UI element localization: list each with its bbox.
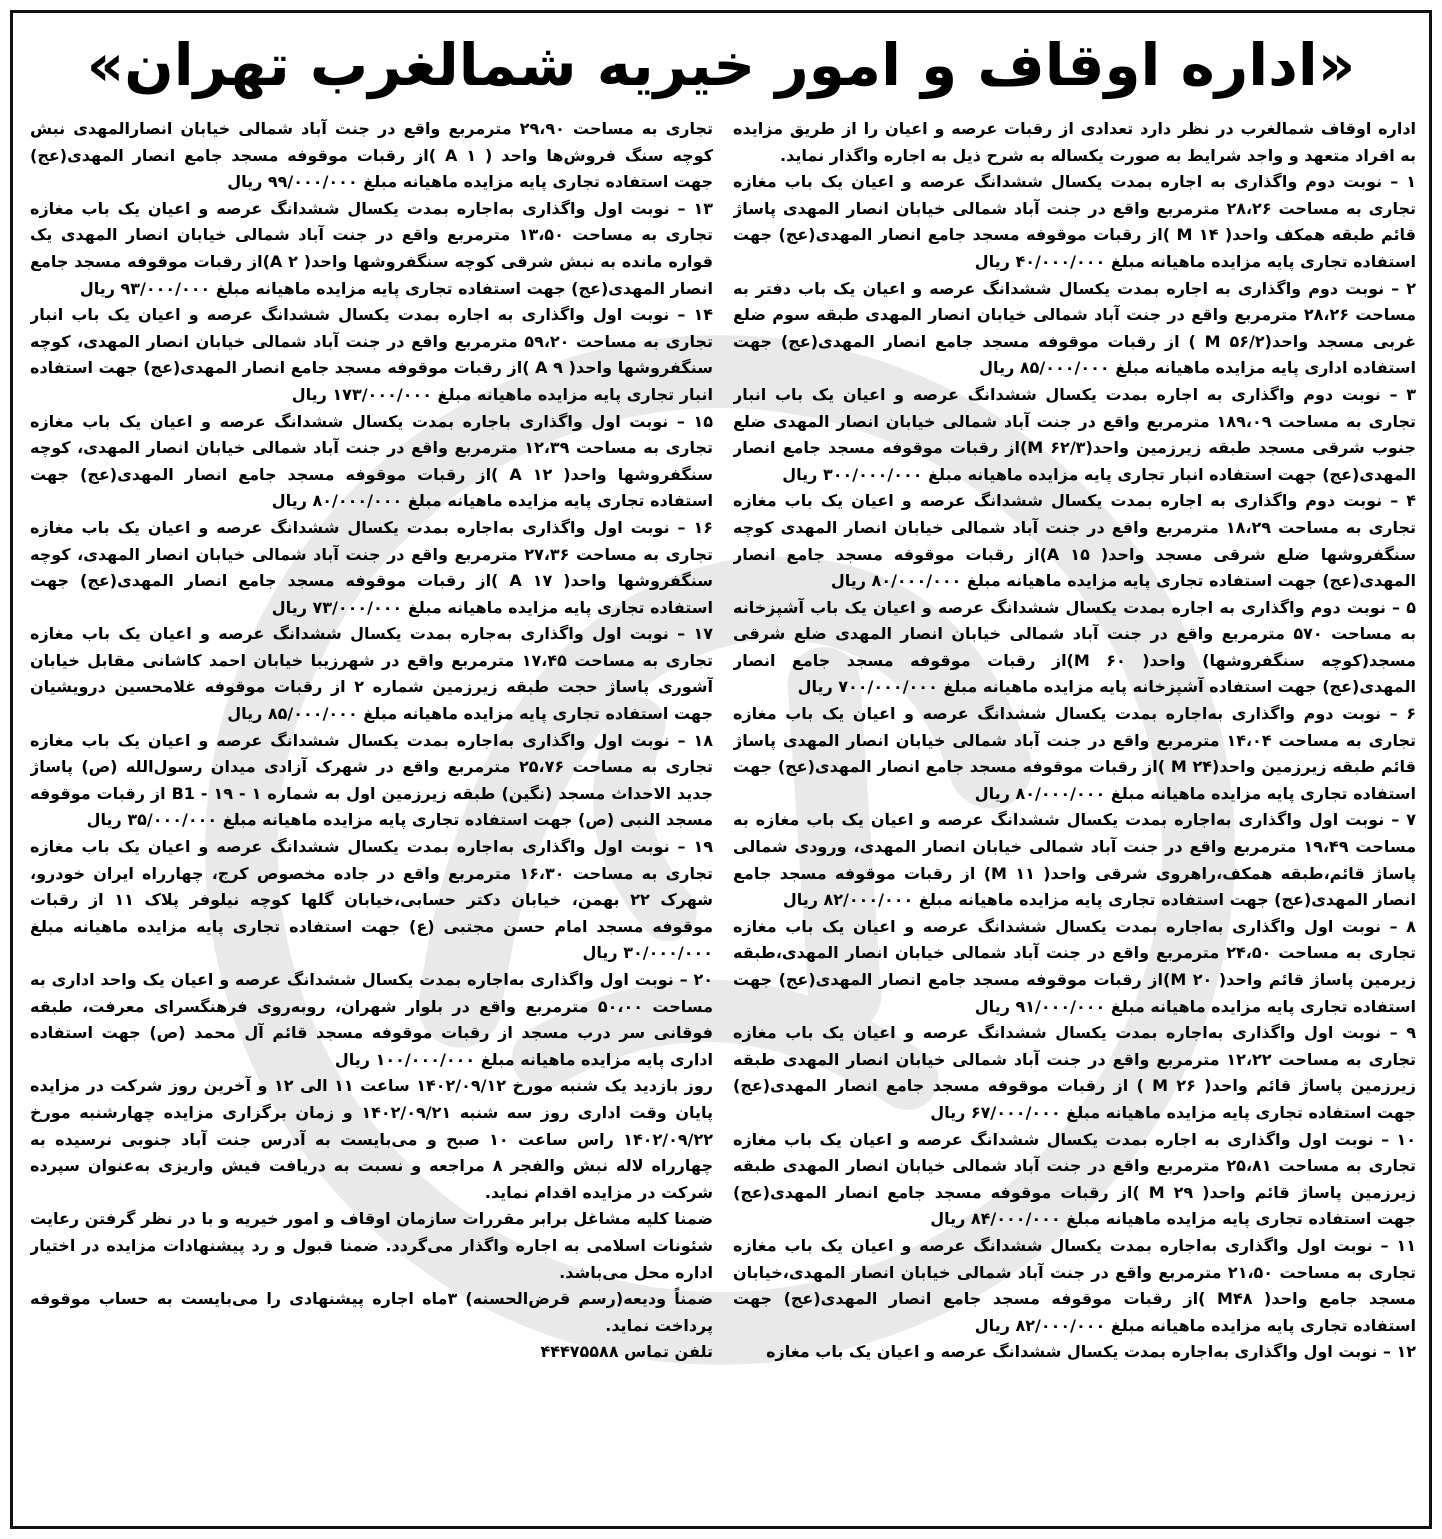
list-item: ۴ – نوبت دوم واگذاری به اجاره بمدت یکسال ششدانگ عرصه و اعیان یک باب مغازه تجاری به مساحت ۱۸،۲۹ مترمربع واقع در جنت آباد شمالی خیابان انصار المهدی کوچه سنگفروشها ضلع شرقی مسجد واحد( A ۱۵)از رقبات موقوفه مسجد جامع انصار المهدی(عج) جهت استفاده تجاری پایه مزایده ماهیانه مبلغ ۸۰/۰۰۰/۰۰۰ ریال (733, 491, 1416, 591)
list-item: ۱۲ – نوبت اول واگذاری به‌اجاره بمدت یکسال ششدانگ عرصه و اعیان یک باب مغازه (766, 1342, 1416, 1362)
list-item: ۹ – نوبت اول واگذاری به‌اجاره بمدت یکسال ششدانگ عرصه و اعیان یک باب مغازه تجاری به مساحت ۱۲،۲۲ مترمربع واقع در جنت آباد شمالی خیابان انصار المهدی طبقه زیرزمین پاساژ قائم واحد( M ۲۶ ) از رقبات موقوفه مسجد جامع انصار المهدی(عج) جهت استفاده تجاری پایه مزایده ماهیانه مبلغ ۶۷/۰۰۰/۰۰۰ ریال (733, 1023, 1416, 1122)
list-item: ۱۳ – نوبت اول واگذاری به‌اجاره بمدت یکسال ششدانگ عرصه و اعیان یک باب مغازه تجاری به مساحت ۱۳،۵۰ مترمربع واقع در جنت آباد شمالی خیابان انصار المهدی یک قواره مانده به نبش شرقی کوچه سنگفروشها واحد( A ۲)از رقبات موقوفه مسجد جامع انصار المهدی(عج) جهت استفاده تجاری پایه مزایده ماهیانه مبلغ ۹۳/۰۰۰/۰۰۰ ریال (30, 198, 713, 298)
list-item: ۷ – نوبت اول واگذاری به‌اجاره بمدت یکسال ششدانگ عرصه و اعیان یک باب مغازه به مساحت ۱۹،۴۹ مترمربع واقع در جنت آباد شمالی خیابان انصار المهدی، ورودی شمالی پاساژ قائم،طبقه همکف،راهروی شرقی واحد( M ۱۱) از رقبات موقوفه مسجد جامع انصار المهدی(عج) جهت استفاده تجاری پایه مزایده ماهیانه مبلغ ۸۲/۰۰۰/۰۰۰ ریال (733, 810, 1416, 910)
visit-date-note: روز بازدید یک شنبه مورخ ۱۴۰۲/۰۹/۱۲ ساعت ۱۱ الی ۱۲ و آخرین روز شرکت در مزایده پایان وقت اداری روز سه شنبه ۱۴۰۲/۰۹/۲۱ و زمان برگزاری مزایده چهارشنبه مورخ ۱۴۰۲/۰۹/۲۲ راس ساعت ۱۰ صبح و می‌بایست به آدرس جنت آباد جنوبی نرسیده به چهارراه لاله نبش والفجر ۸ مراجعه و نسبت به دریافت فیش واریزی به‌عنوان سپرده شرکت در مزایده اقدام نماید. (30, 1076, 713, 1202)
intro-text: در نظر دارد تعدادی از رقبات عرصه و اعیان را از طریق مزایده به افراد متعهد و واجد شرایط به صورت یکساله به شرح ذیل به اجاره واگذار نماید. (733, 119, 1416, 165)
list-item: ۱۶ – نوبت اول واگذاری به‌اجاره بمدت یکسال ششدانگ عرصه و اعیان یک باب مغازه تجاری به مساحت ۲۷،۳۶ مترمربع واقع در جنت آباد شمالی خیابان انصار المهدی، کوچه سنگفروشها واحد( A ۱۷ )از رقبات موقوفه مسجد جامع انصار المهدی(عج) جهت استفاده تجاری پایه مزایده ماهیانه مبلغ ۷۳/۰۰۰/۰۰۰ ریال (30, 517, 713, 617)
intro-paragraph (733, 116, 1416, 169)
list-item: ۶ – نوبت دوم واگذاری به‌اجاره بمدت یکسال ششدانگ عرصه و اعیان یک باب مغازه تجاری به مساحت ۱۴،۰۴ مترمربع واقع در جنت آباد شمالی خیابان انصار المهدی پاساژ قائم طبقه زیرزمین واحد(M ۲۴ )از رقبات موقوفه مسجد جامع انصار المهدی(عج) جهت استفاده تجاری پایه مزایده ماهیانه مبلغ ۸۰/۰۰۰/۰۰۰ ریال (733, 704, 1416, 803)
list-item: ۳ – نوبت دوم واگذاری به اجاره بمدت یکسال ششدانگ عرصه و اعیان یک باب انبار تجاری به مساحت ۱۸۹،۰۹ مترمربع واقع در جنت آباد شمالی خیابان انصار المهدی ضلع جنوب شرقی مسجد طبقه زیرزمین واحد(M ۶۲/۳)از رقبات موقوفه مسجد جامع انصار المهدی(عج) جهت استفاده انبار تجاری پایه مزایده ماهیانه مبلغ ۳۰۰/۰۰۰/۰۰۰ ریال (733, 384, 1416, 484)
list-item: تجاری به مساحت ۲۹،۹۰ مترمربع واقع در جنت آباد شمالی خیابان انصارالمهدی نبش کوچه سنگ فروش‌ها واحد ( A ۱ )از رقبات موقوفه مسجد جامع انصار المهدی(عج) جهت استفاده تجاری پایه مزایده ماهیانه مبلغ ۹۹/۰۰۰/۰۰۰ ریال (30, 119, 713, 192)
org-name: اداره اوقاف شمالغرب (1240, 119, 1416, 138)
list-item: ۲ – نوبت دوم واگذاری به اجاره بمدت یکسال ششدانگ عرصه و اعیان یک باب دفتر به مساحت ۲۸،۲۶ مترمربع واقع در جنت آباد شمالی خیابان انصار المهدی طبقه سوم ضلع غربی مسجد واحد(M ۵۶/۲ ) از رقبات موقوفه مسجد جامع انصار المهدی(عج) جهت استفاده اداری پایه مزایده ماهیانه مبلغ ۸۵/۰۰۰/۰۰۰ ریال (733, 278, 1416, 378)
list-item: ۱۴ – نوبت اول واگذاری به اجاره بمدت یکسال ششدانگ عرصه و اعیان یک باب انبار تجاری به مساحت ۵۹،۲۰ مترمربع واقع در جنت آباد شمالی خیابان انصار المهدی، کوچه سنگفروشها واحد( A ۹ )از رقبات موقوفه مسجد جامع انصار المهدی(عج) جهت استفاده انبار تجاری پایه مزایده ماهیانه مبلغ ۱۷۳/۰۰۰/۰۰۰ ریال (30, 305, 713, 404)
list-item: ۸ – نوبت اول واگذاری به‌اجاره بمدت یکسال ششدانگ عرصه و اعیان یک باب مغازه تجاری به مساحت ۲۴،۵۰ مترمربع واقع در جنت آباد شمالی خیابان انصار المهدی،طبقه زیرمین پاساژ قائم واحد( M ۲۰)از رقبات موقوفه مسجد جامع انصار المهدی(عج) جهت استفاده تجاری پایه مزایده ماهیانه مبلغ ۹۱/۰۰۰/۰۰۰ ریال (733, 916, 1416, 1016)
contact-line (30, 1339, 713, 1366)
list-item: ۱۸ – نوبت اول واگذاری به‌اجاره بمدت یکسال ششدانگ عرصه و اعیان یک باب مغازه تجاری به مساحت ۲۵،۷۶ مترمربع واقع در شهرک آزادی میدان رسول‌الله (ص) پاساژ جدید الاحداث مسجد (نگین) طبقه زیرزمین اول به شماره B1 - ۱۹ - ۱ از رقبات موقوفه مسجد النبی (ص) جهت استفاده تجاری پایه مزایده ماهیانه مبلغ ۳۵/۰۰۰/۰۰۰ ریال (30, 730, 713, 830)
list-item: ۲۰ – نوبت اول واگذاری به‌اجاره بمدت یکسال ششدانگ عرصه و اعیان یک واحد اداری به مساحت ۵۰،۰۰ مترمربع واقع در بلوار شهران، روبه‌روی فرهنگسرای معرفت، طبقه فوقانی سر درب مسجد از رقبات موقوفه مسجد قائم آل محمد (ص) جهت استفاده اداری پایه مزایده ماهیانه مبلغ ۱۰۰/۰۰۰/۰۰۰ ریال (30, 970, 713, 1069)
list-item: ۱۰ – نوبت اول واگذاری به اجاره بمدت یکسال ششدانگ عرصه و اعیان یک باب مغازه تجاری به مساحت ۲۵،۸۱ مترمربع واقع در جنت آباد شمالی خیابان انصار المهدی طبقه زیرزمین پاساژ قائم واحد( M ۲۹ )از رقبات موقوفه مسجد جامع انصار المهدی(عج) جهت استفاده تجاری پایه مزایده ماهیانه مبلغ ۸۴/۰۰۰/۰۰۰ ریال (733, 1129, 1416, 1229)
list-item: ۱۷ – نوبت اول واگذاری به‌جاره بمدت یکسال ششدانگ عرصه و اعیان یک باب مغازه تجاری به مساحت ۱۷،۴۵ مترمربع واقع در شهرزیبا خیابان احمد کاشانی مقابل خیابان آشوری پاساژ حجت طبقه زیرزمین شماره ۲ از رقبات موقوفه غلامحسین درویشیان جهت استفاده تجاری پایه مزایده ماهیانه مبلغ ۸۵/۰۰۰/۰۰۰ ریال (30, 624, 713, 724)
contact-phone: ۴۴۴۷۵۵۸۸ (540, 1342, 619, 1362)
list-item: ۱۱ – نوبت اول واگذاری به‌اجاره بمدت یکسال ششدانگ عرصه و اعیان یک باب مغازه تجاری به مساحت ۲۱،۵۰ مترمربع واقع در جنت آباد شمالی خیابان انصار المهدی،خیابان مسجد جامع واحد( M۴۸ )از رقبات موقوفه مسجد جامع انصار المهدی(عج) جهت استفاده تجاری پایه مزایده ماهیانه مبلغ ۸۲/۰۰۰/۰۰۰ ریال (733, 1235, 1416, 1335)
contact-label: تلفن تماس (624, 1342, 713, 1362)
list-item: ۱ – نوبت دوم واگذاری به اجاره بمدت یکسال ششدانگ عرصه و اعیان یک باب مغازه تجاری به مساحت ۲۸،۲۶ مترمربع واقع در جنت آباد شمالی خیابان انصار المهدی پاساژ قائم طبقه همکف واحد( M ۱۴ )از رقبات موقوفه مسجد جامع انصار المهدی(عج) جهت استفاده تجاری پایه مزایده ماهیانه مبلغ ۴۰/۰۰۰/۰۰۰ ریال (733, 172, 1416, 271)
right-column (733, 116, 1416, 1524)
list-item: ۱۹ – نوبت اول واگذاری به‌اجاره بمدت یکسال ششدانگ عرصه و اعیان یک باب مغازه تجاری به مساحت ۱۶،۳۰ مترمربع واقع در جاده مخصوص کرج، چهارراه ایران خودرو، شهرک ۲۲ بهمن، خیابان دکتر حسابی،خیابان گلها کوچه نیلوفر پلاک ۱۱ از رقبات موقوفه مسجد امام حسن مجتبی (ع) جهت استفاده تجاری پایه مزایده ماهیانه مبلغ ۳۰/۰۰۰/۰۰۰ ریال (30, 837, 713, 963)
list-item: ۵ – نوبت دوم واگذاری به اجاره بمدت یکسال ششدانگ عرصه و اعیان یک باب آشپزخانه به مساحت ۵۷۰ مترمربع واقع در جنت آباد شمالی خیابان انصار المهدی ضلع شرقی مسجد(کوچه سنگفروشها) واحد( M ۶۰)از رقبات موقوفه مسجد جامع انصار المهدی(عج) جهت استفاده آشپزخانه پایه مزایده ماهیانه مبلغ ۷۰۰/۰۰۰/۰۰۰ ریال (733, 597, 1416, 697)
left-column (30, 116, 713, 1524)
deposit-note: ضمناً ودیعه(رسم قرض‌الحسنه) ۳ماه اجاره پیشنهادی را می‌بایست به حساب موقوفه پرداخت نماید. (30, 1289, 713, 1335)
conditions-note: ضمنا کلیه مشاغل برابر مقررات سازمان اوقاف و امور خیریه و با در نظر گرفتن رعایت شئونات اسلامی به اجاره واگذار می‌گردد. ضمنا قبول و رد پیشنهادات مزایده در اختیار اداره محل می‌باشد. (30, 1209, 713, 1282)
list-item: ۱۵ – نوبت اول واگذاری باجاره بمدت یکسال ششدانگ عرصه و اعیان یک باب مغازه تجاری به مساحت ۱۲،۳۹ مترمربع واقع در جنت آباد شمالی خیابان انصار المهدی، کوچه سنگفروشها واحد( A ۱۲ )از رقبات موقوفه مسجد جامع انصار المهدی(عج) جهت استفاده تجاری پایه مزایده ماهیانه مبلغ ۸۰/۰۰۰/۰۰۰ ریال (30, 411, 713, 511)
notice-title: «اداره اوقاف و امور خیریه شمالغرب تهران» (86, 31, 1356, 99)
